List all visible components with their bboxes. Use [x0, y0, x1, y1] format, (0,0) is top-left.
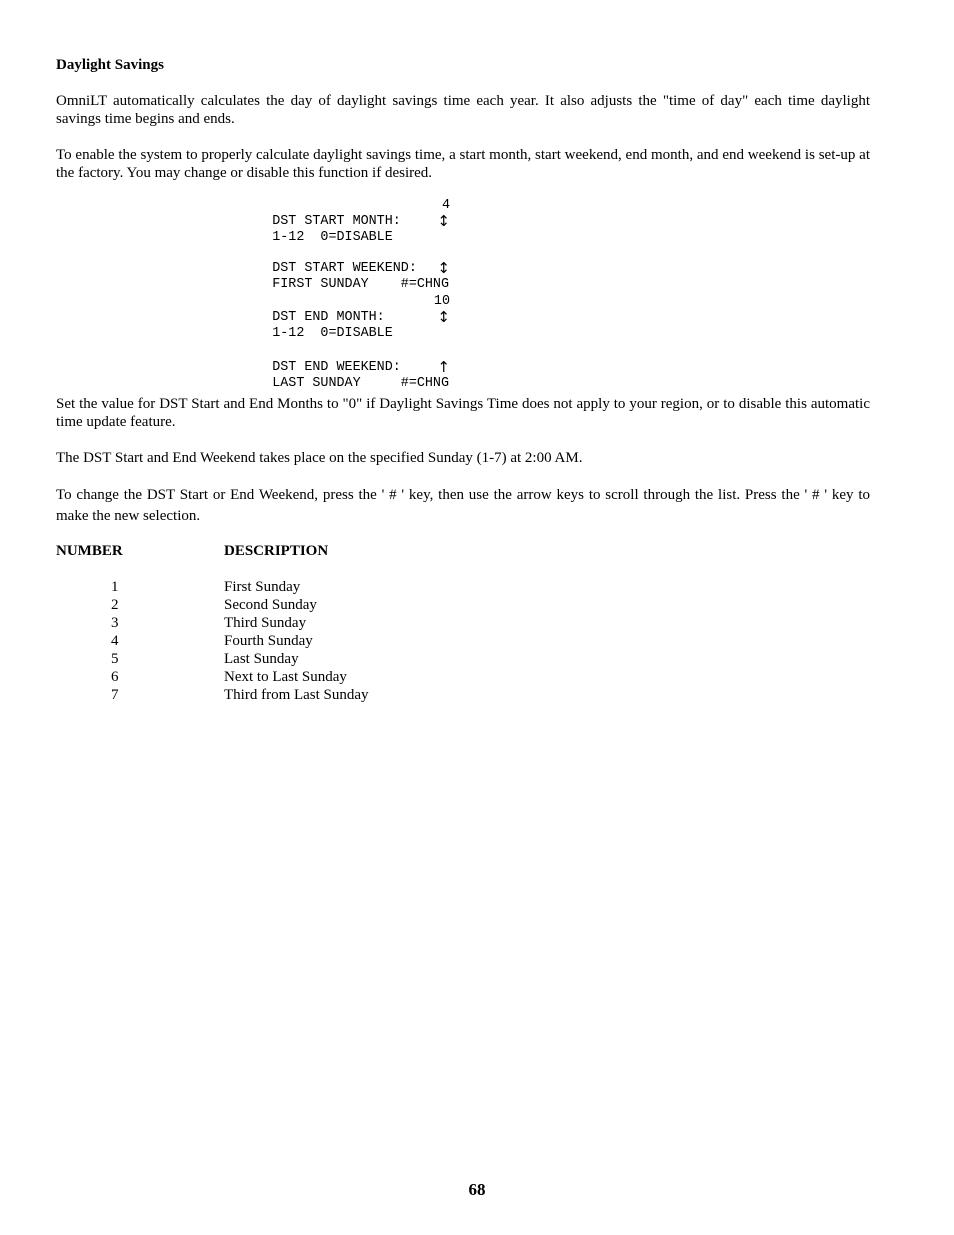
change-weekend-paragraph: To change the DST Start or End Weekend, press the ' # ' key, then use the arrow keys to scroll through the list. Press the ' # ' key to make the new selection. — [56, 487, 870, 524]
disable-note-paragraph: Set the value for DST Start and End Months to "0" if Daylight Savings Time does not apply to your region, or to disable this automatic time update feature. — [56, 396, 870, 430]
row-description: Last Sunday — [224, 651, 299, 667]
up-down-arrow-icon: ↕ — [437, 212, 450, 230]
lcd-prompt: FIRST SUNDAY #=CHNG — [272, 277, 450, 292]
table-row — [56, 632, 556, 650]
row-description: Fourth Sunday — [224, 633, 313, 649]
row-description: Second Sunday — [224, 597, 317, 613]
lcd-label: DST END WEEKEND: — [272, 360, 401, 375]
lcd-value: 10 — [433, 294, 450, 309]
row-description: Third from Last Sunday — [224, 687, 369, 703]
lcd-line-1 — [224, 245, 450, 276]
section-heading: Daylight Savings — [56, 57, 164, 73]
lcd-line-2 — [224, 358, 450, 391]
lcd-screen-dst-start-month — [224, 198, 450, 245]
row-number: 5 — [111, 651, 119, 667]
table-row — [56, 686, 556, 704]
row-description: Third Sunday — [224, 615, 307, 631]
description-column-header: DESCRIPTION — [224, 543, 329, 559]
row-description: Next to Last Sunday — [224, 669, 347, 685]
row-description: First Sunday — [224, 579, 301, 595]
lcd-line-1 — [224, 344, 450, 375]
lcd-line-1 — [224, 294, 450, 325]
row-number: 7 — [111, 687, 119, 703]
table-row — [56, 668, 556, 686]
lcd-label: DST END MONTH: — [272, 310, 385, 325]
lcd-label: DST START WEEKEND: — [272, 261, 417, 276]
lcd-prompt: 1-12 0=DISABLE — [272, 326, 393, 341]
number-column-header: NUMBER — [56, 543, 123, 559]
weekend-table — [56, 578, 556, 704]
setup-paragraph: To enable the system to properly calculate daylight savings time, a start month, start weekend, end month, and end weekend is set-up at the factory. You may change or disable this function if desired. — [56, 147, 870, 181]
row-number: 6 — [111, 669, 119, 685]
lcd-screen-dst-end-month — [224, 294, 450, 341]
row-number: 2 — [111, 597, 119, 613]
table-row — [56, 596, 556, 614]
lcd-line-1 — [224, 198, 450, 229]
page-number: 68 — [468, 1180, 486, 1199]
table-row — [56, 614, 556, 632]
up-arrow-icon: ↑ — [437, 358, 450, 376]
up-down-arrow-icon: ↕ — [437, 308, 450, 326]
lcd-label: DST START MONTH: — [272, 214, 401, 229]
lcd-line-2 — [224, 212, 450, 245]
weekend-time-paragraph: The DST Start and End Weekend takes place on the specified Sunday (1-7) at 2:00 AM. — [56, 450, 583, 466]
lcd-line-2 — [224, 259, 450, 292]
lcd-screen-dst-start-weekend — [224, 245, 450, 292]
table-row — [56, 578, 556, 596]
table-row — [56, 650, 556, 668]
up-down-arrow-icon: ↕ — [437, 259, 450, 277]
row-number: 1 — [111, 579, 119, 595]
lcd-screen-dst-end-weekend — [224, 344, 450, 391]
lcd-prompt: 1-12 0=DISABLE — [272, 230, 393, 245]
lcd-value: 4 — [441, 198, 450, 213]
intro-paragraph: OmniLT automatically calculates the day of daylight savings time each year. It also adjusts the "time of day" each time daylight savings time begins and ends. — [56, 93, 870, 127]
lcd-prompt: LAST SUNDAY #=CHNG — [272, 376, 450, 391]
row-number: 3 — [111, 615, 119, 631]
row-number: 4 — [111, 633, 119, 649]
lcd-line-2 — [224, 308, 450, 341]
